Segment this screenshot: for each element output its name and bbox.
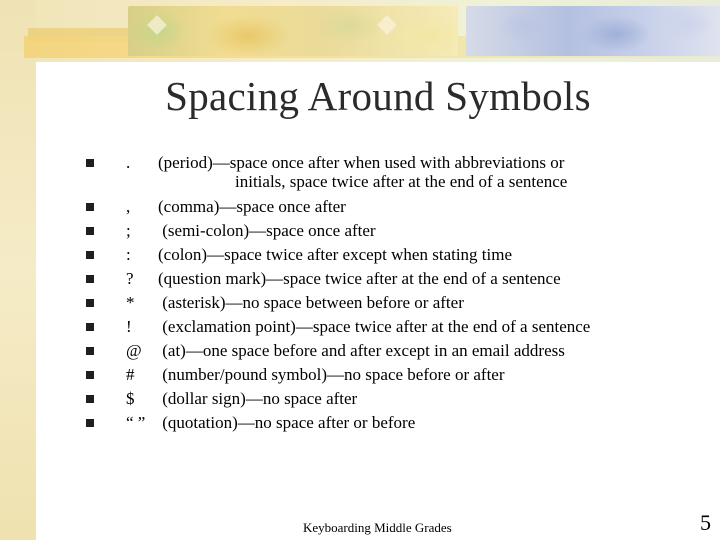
left-margin-background	[0, 0, 36, 540]
symbol-description: (question mark)—space twice after at the end of a sentence	[158, 269, 561, 288]
symbol: :	[126, 245, 131, 264]
symbol: *	[126, 293, 135, 312]
symbol: .	[126, 153, 131, 172]
footer-text: Keyboarding Middle Grades	[303, 520, 452, 535]
list-item	[86, 316, 706, 338]
square-bullet-icon	[86, 227, 94, 235]
symbol-description: (semi-colon)—space once after	[158, 221, 376, 240]
square-bullet-icon	[86, 395, 94, 403]
square-bullet-icon	[86, 419, 94, 427]
slide-title: Spacing Around Symbols	[165, 73, 591, 119]
symbol-description: (asterisk)—no space between before or after	[158, 293, 464, 312]
symbol-description: (number/pound symbol)—no space before or after	[158, 365, 505, 384]
symbol-description: (comma)—space once after	[158, 197, 346, 216]
square-bullet-icon	[86, 203, 94, 211]
list-item	[86, 196, 706, 218]
list-item	[86, 244, 706, 266]
square-bullet-icon	[86, 251, 94, 259]
square-bullet-icon	[86, 275, 94, 283]
symbol: $	[126, 389, 135, 408]
list-item	[86, 340, 706, 362]
list-item	[86, 292, 706, 314]
list-item	[86, 364, 706, 386]
list-item	[86, 388, 706, 410]
symbol-description: (at)—one space before and after except in an email address	[158, 341, 565, 360]
square-bullet-icon	[86, 159, 94, 167]
symbol: “ ”	[126, 413, 146, 432]
list-item	[86, 268, 706, 290]
symbol-description: (quotation)—no space after or before	[158, 413, 416, 432]
symbol: !	[126, 317, 132, 336]
symbol: @	[126, 341, 142, 360]
square-bullet-icon	[86, 347, 94, 355]
list-item	[86, 220, 706, 242]
flower-photo-strip	[128, 6, 458, 56]
symbol: ?	[126, 269, 134, 288]
page-number: 5	[700, 510, 711, 535]
symbol-description: (colon)—space twice after except when stating time	[158, 245, 513, 264]
square-bullet-icon	[86, 371, 94, 379]
square-bullet-icon	[86, 323, 94, 331]
symbol: ;	[126, 221, 131, 240]
symbol-description: (dollar sign)—no space after	[158, 389, 358, 408]
symbol-description: (period)—space once after when used with abbreviations or	[158, 153, 565, 172]
symbol: #	[126, 365, 135, 384]
blue-photo-strip	[466, 6, 720, 56]
description-continuation: initials, space twice after at the end of a sentence	[235, 172, 568, 191]
symbol-description: (exclamation point)—space twice after at the end of a sentence	[158, 317, 591, 336]
square-bullet-icon	[86, 299, 94, 307]
symbol: ,	[126, 197, 131, 216]
list-item	[86, 412, 706, 434]
